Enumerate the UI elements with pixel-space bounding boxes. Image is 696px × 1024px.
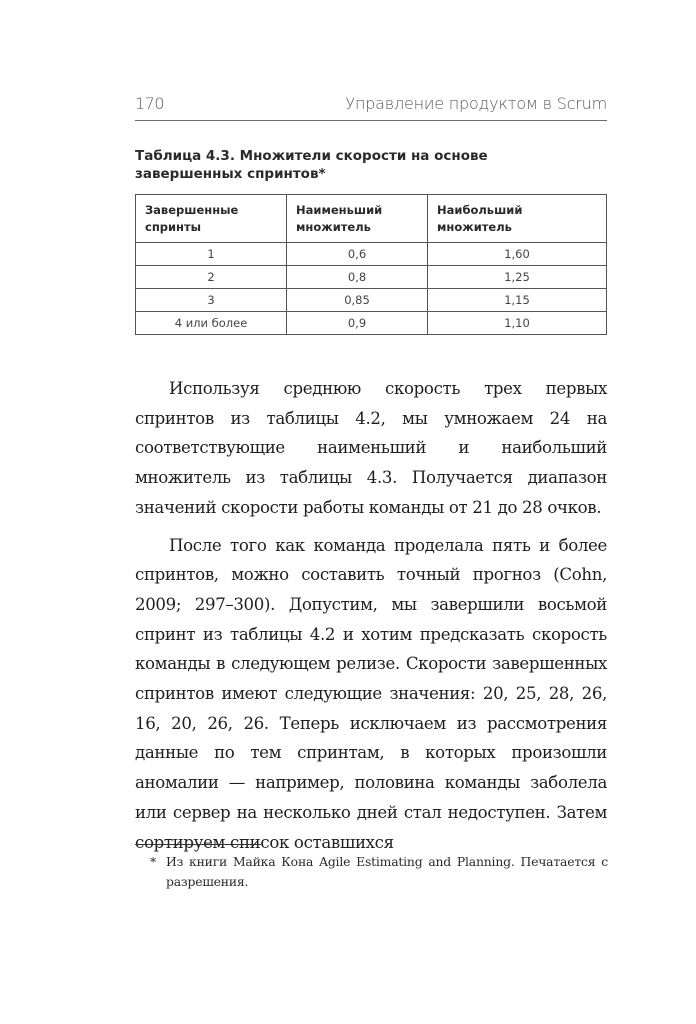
body-text [135, 374, 607, 857]
table-caption: Таблица 4.3. Множители скорости на основе завершенных спринтов* [135, 148, 488, 182]
footnote [150, 852, 608, 892]
table-row [136, 312, 607, 335]
cell-sprints: 1 [136, 243, 287, 266]
running-head [135, 92, 607, 121]
cell-sprints: 2 [136, 266, 287, 289]
velocity-multipliers-table [135, 194, 607, 335]
cell-lowest: 0,85 [287, 289, 428, 312]
header-completed-sprints: Завершенные спринты [136, 195, 287, 243]
cell-lowest: 0,9 [287, 312, 428, 335]
cell-highest: 1,60 [428, 243, 607, 266]
footnote-divider [135, 844, 261, 845]
page-number: 170 [135, 94, 165, 113]
table-row [136, 289, 607, 312]
paragraph: После того как команда проделала пять и более спринтов, можно составить точный прогноз (Cohn, 2009; 297–300). Допустим, мы завершили восьмой спринт из таблицы 4.2 и хотим предсказать скорость команды в следующем релизе. Скорости завершенных спринтов имеют следующие значения: 20, 25, 28, 26, 16, 20, 26, 26. Теперь исключаем из рассмотрения данные по тем спринтам, в которых произошли аномалии — например, половина команды заболела или сервер на несколько дней стал недоступен. Затем сортируем список оставшихся [135, 535, 607, 852]
header-highest-multiplier: Наибольший множитель [428, 195, 607, 243]
header-lowest-multiplier: Наименьший множитель [287, 195, 428, 243]
footnote-marker: * [150, 854, 156, 869]
cell-sprints: 3 [136, 289, 287, 312]
footnote-text: Из книги Майка Кона Agile Estimating and Planning. Печатается с разрешения. [166, 854, 608, 889]
cell-lowest: 0,8 [287, 266, 428, 289]
cell-highest: 1,10 [428, 312, 607, 335]
cell-highest: 1,25 [428, 266, 607, 289]
table-header-row [136, 195, 607, 243]
book-title: Управление продуктом в Scrum [345, 94, 607, 113]
cell-sprints: 4 или более [136, 312, 287, 335]
cell-highest: 1,15 [428, 289, 607, 312]
table-row [136, 243, 607, 266]
cell-lowest: 0,6 [287, 243, 428, 266]
paragraph: Используя среднюю скорость трех первых спринтов из таблицы 4.2, мы умножаем 24 на соответствующие наименьший и наибольший множитель из таблицы 4.3. Получается диапазон значений скорости работы команды от 21 до 28 очков. [135, 379, 607, 517]
table-row [136, 266, 607, 289]
